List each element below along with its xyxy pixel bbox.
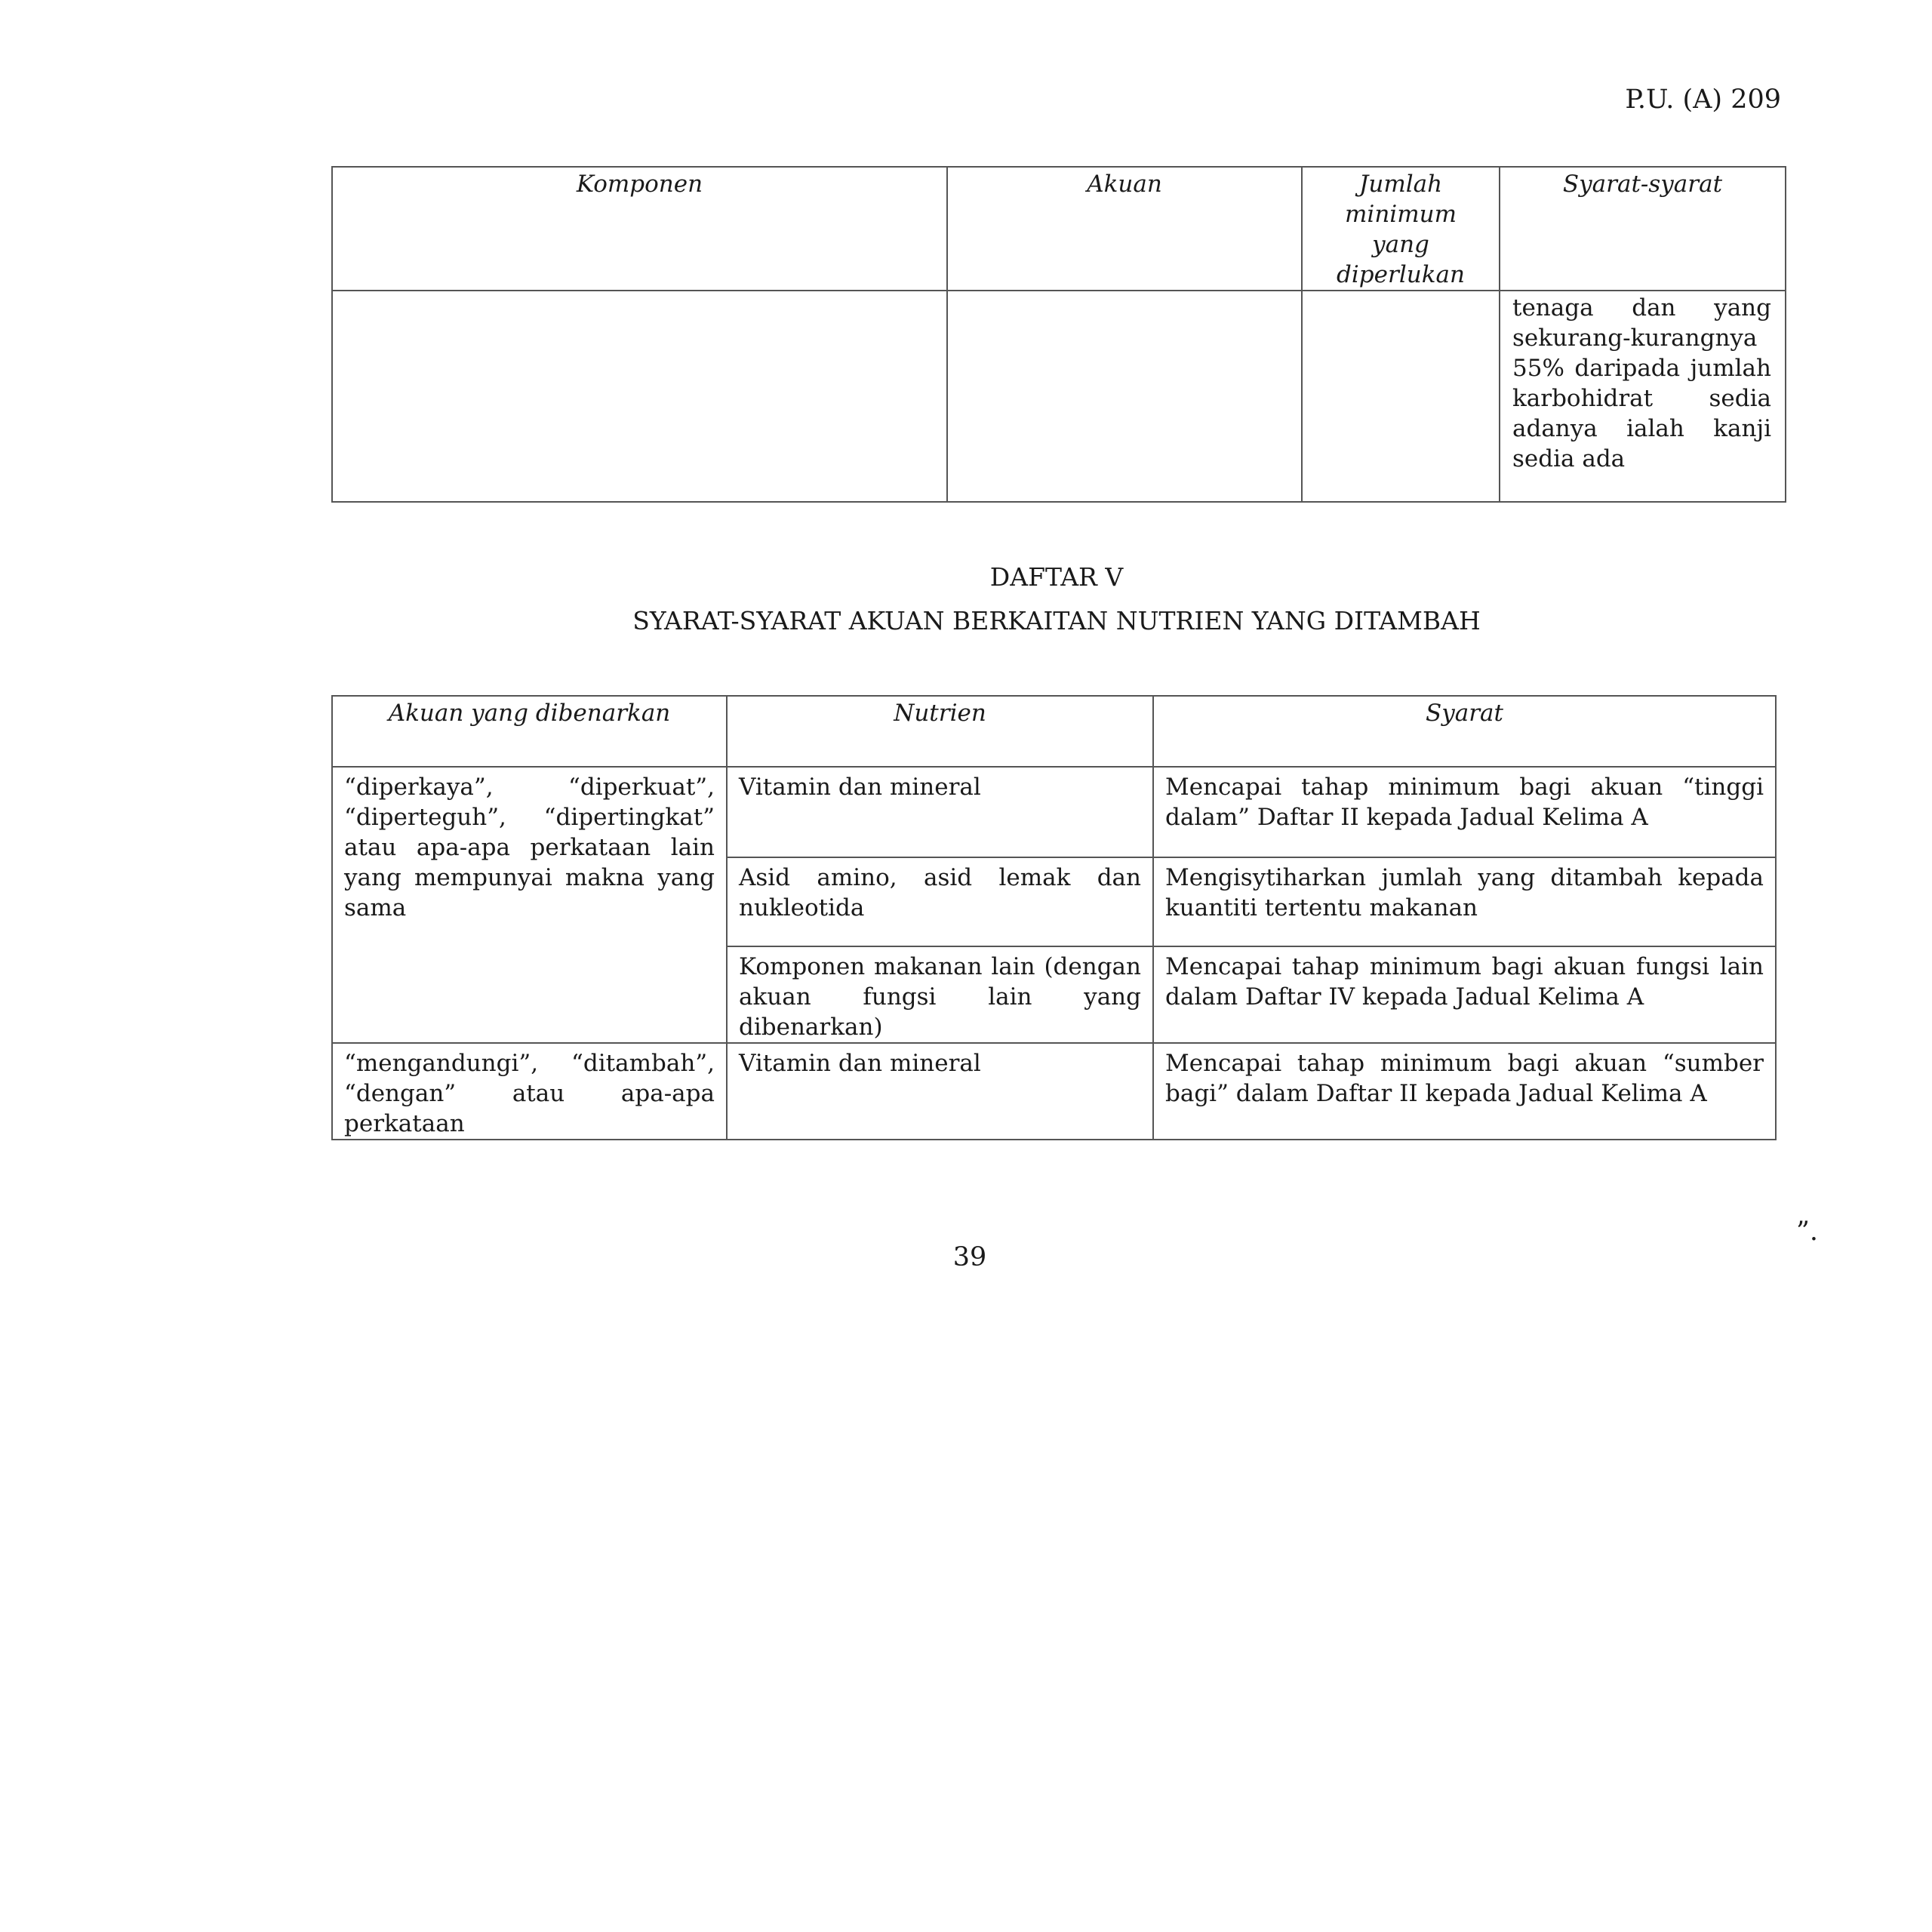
cell-syarat: Mengisytiharkan jumlah yang ditambah kepada kuantiti tertentu makanan [1153,857,1776,946]
header-syarat-syarat: Syarat-syarat [1500,167,1786,291]
added-nutrient-claims-table [331,695,1777,1140]
table-row [332,767,1776,857]
cell-nutrien: Vitamin dan mineral [727,767,1153,857]
header-akuan: Akuan [947,167,1302,291]
closing-quote: ”. [1796,1217,1819,1247]
cell-akuan-dibenarkan: “diperkaya”, “diperkuat”, “diperteguh”, “dipertingkat” atau apa-apa perkataan lain yang mempunyai makna yang sama [332,767,727,1043]
table-header-row [332,167,1786,291]
table-row [332,291,1786,502]
page-number: 39 [952,1242,987,1272]
cell-syarat: Mencapai tahap minimum bagi akuan fungsi lain dalam Daftar IV kepada Jadual Kelima A [1153,946,1776,1043]
cell-nutrien: Vitamin dan mineral [727,1043,1153,1140]
cell-syarat: Mencapai tahap minimum bagi akuan “sumber bagi” dalam Daftar II kepada Jadual Kelima A [1153,1043,1776,1140]
schedule-subtitle: SYARAT-SYARAT AKUAN BERKAITAN NUTRIEN YANG DITAMBAH [632,606,1481,635]
header-syarat: Syarat [1153,696,1776,767]
header-akuan-dibenarkan: Akuan yang dibenarkan [332,696,727,767]
page-reference: P.U. (A) 209 [1625,85,1781,115]
cell-nutrien: Komponen makanan lain (dengan akuan fungsi lain yang dibenarkan) [727,946,1153,1043]
table-row [332,1043,1776,1140]
cell-syarat: Mencapai tahap minimum bagi akuan “tinggi dalam” Daftar II kepada Jadual Kelima A [1153,767,1776,857]
cell-nutrien: Asid amino, asid lemak dan nukleotida [727,857,1153,946]
cell-akuan-dibenarkan: “mengandungi”, “ditambah”, “dengan” atau apa-apa perkataan [332,1043,727,1140]
cell-akuan [947,291,1302,502]
cell-syarat-syarat: tenaga dan yang sekurang-kurangnya 55% daripada jumlah karbohidrat sedia adanya ialah kanji sedia ada [1500,291,1786,502]
header-komponen: Komponen [332,167,947,291]
header-jumlah-minimum: Jumlah minimum yang diperlukan [1302,167,1500,291]
schedule-title: DAFTAR V [989,562,1124,592]
table-header-row [332,696,1776,767]
cell-komponen [332,291,947,502]
components-table [331,166,1786,503]
cell-jumlah-minimum [1302,291,1500,502]
header-nutrien: Nutrien [727,696,1153,767]
